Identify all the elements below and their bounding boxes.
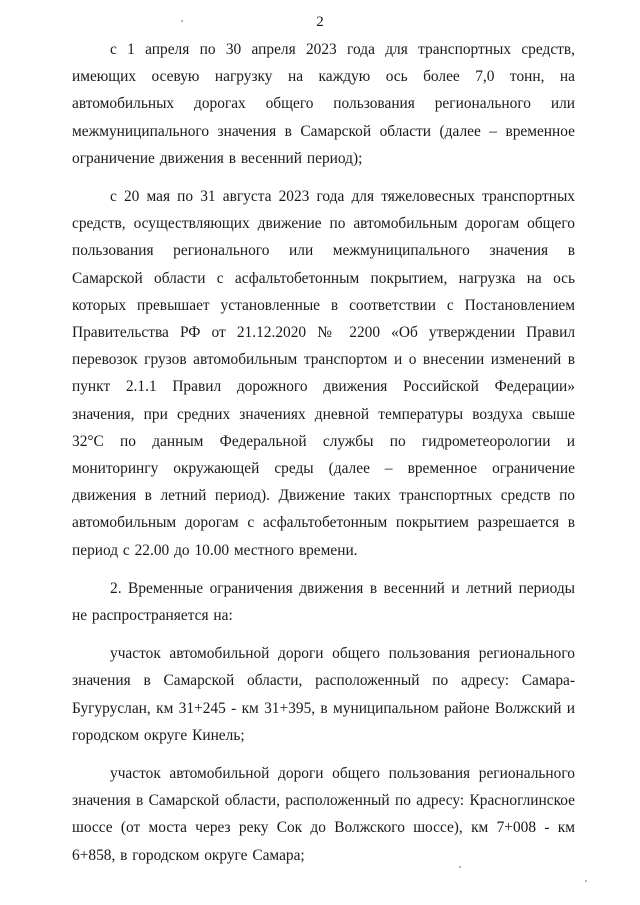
paragraph-road-section-samara-buguruslan: участок автомобильной дороги общего пользования регионального значения в Самарской области, расположенный по адресу: Самара-Бугуруслан, км 31+245 - км 31+395, в муниципальном районе Волжский и городском округе Кинель; (72, 645, 575, 744)
page-number: 2 (316, 14, 324, 30)
paragraph-spring-restriction: с 1 апреля по 30 апреля 2023 года для транспортных средств, имеющих осевую нагрузку на каждую ось более 7,0 тонн, на автомобильных дорогах общего пользования регионального или межмуниципального значения в Самарской области (далее – временное ограничение движения в весенний период); (72, 41, 575, 167)
document-body (72, 36, 575, 880)
paragraph-item-2-exceptions: 2. Временные ограничения движения в весенний и летний периоды не распространяется на: (72, 579, 575, 625)
paragraph-summer-restriction: с 20 мая по 31 августа 2023 года для тяжеловесных транспортных средств, осуществляющих движение по автомобильным дорогам общего пользования регионального или межмуниципального значения в Самарской области с асфальтобетонным покрытием, нагрузка на ось которых превышает установленные в соответствии с Постановлением Правительства РФ от 21.12.2020 № 2200 «Об утверждении Правил перевозок грузов автомобильным транспортом и о внесении изменений в пункт 2.1.1 Правил дорожного движения Российской Федерации» значения, при средних значениях дневной температуры воздуха свыше 32°C по данным Федеральной службы по гидрометеорологии и мониторингу окружающей среды (далее – временное ограничение движения в летний период). Движение таких транспортных средств по автомобильным дорогам с асфальтобетонным покрытием разрешается в период с 22.00 до 10.00 местного времени. (72, 188, 575, 559)
scan-speck (181, 20, 183, 22)
scan-speck (585, 880, 587, 882)
scan-speck (459, 866, 461, 868)
paragraph-road-section-krasnoglinskoe: участок автомобильной дороги общего пользования регионального значения в Самарской области, расположенный по адресу: Красноглинское шоссе (от моста через реку Сок до Волжского шоссе), км 7+008 - км 6+858, в городском округе Самара; (72, 765, 575, 864)
